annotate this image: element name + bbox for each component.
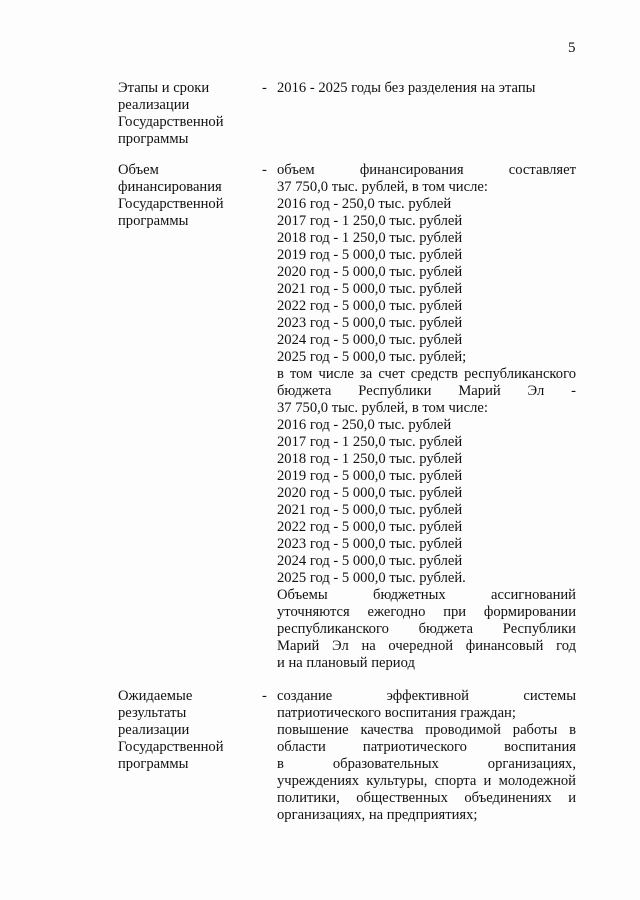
republic-year-line: 2023 год - 5 000,0 тыс. рублей <box>277 536 463 552</box>
text-line: 2016 - 2025 годы без разделения на этапы <box>277 80 536 96</box>
text-line: учреждениях культуры, спорта и молодежной <box>277 773 576 789</box>
page-number: 5 <box>568 40 576 56</box>
text-line: организациях, на предприятиях; <box>277 807 478 823</box>
section-label: Ожидаемые результаты реализации Государственной программы <box>118 688 224 772</box>
section-content <box>277 688 576 824</box>
funding-year-line: 2023 год - 5 000,0 тыс. рублей <box>277 315 463 331</box>
text-line: бюджета Республики Марий Эл - <box>277 383 576 399</box>
text-line: республиканского бюджета Республики <box>277 621 576 637</box>
text-line: Марий Эл на очередной финансовый год <box>277 638 576 654</box>
text-line: создание эффективной системы <box>277 688 576 704</box>
republic-year-line: 2016 год - 250,0 тыс. рублей <box>277 417 452 433</box>
republic-year-line: 2024 год - 5 000,0 тыс. рублей <box>277 553 463 569</box>
republic-year-line: 2020 год - 5 000,0 тыс. рублей <box>277 485 463 501</box>
funding-year-line: 2024 год - 5 000,0 тыс. рублей <box>277 332 463 348</box>
funding-year-line: 2025 год - 5 000,0 тыс. рублей; <box>277 349 467 365</box>
text-line: повышение качества проводимой работы в <box>277 722 576 738</box>
republic-year-line: 2022 год - 5 000,0 тыс. рублей <box>277 519 463 535</box>
republic-year-line: 2018 год - 1 250,0 тыс. рублей <box>277 451 463 467</box>
section-content <box>277 162 576 672</box>
text-line: области патриотического воспитания <box>277 739 576 755</box>
text-line: объем финансирования составляет <box>277 162 576 178</box>
funding-year-line: 2019 год - 5 000,0 тыс. рублей <box>277 247 463 263</box>
text-line: в том числе за счет средств республиканского <box>277 366 576 382</box>
section-label: Объем финансирования Государственной программы <box>118 162 224 229</box>
dash-marker: - <box>262 688 267 704</box>
funding-year-line: 2018 год - 1 250,0 тыс. рублей <box>277 230 463 246</box>
text-line: в образовательных организациях, <box>277 756 576 772</box>
text-line: 37 750,0 тыс. рублей, в том числе: <box>277 179 488 195</box>
funding-year-line: 2016 год - 250,0 тыс. рублей <box>277 196 452 212</box>
text-line: патриотического воспитания граждан; <box>277 705 516 721</box>
section-content <box>277 80 576 97</box>
funding-year-line: 2020 год - 5 000,0 тыс. рублей <box>277 264 463 280</box>
republic-year-line: 2017 год - 1 250,0 тыс. рублей <box>277 434 463 450</box>
republic-year-line: 2019 год - 5 000,0 тыс. рублей <box>277 468 463 484</box>
text-line: Объемы бюджетных ассигнований <box>277 587 576 603</box>
text-line: политики, общественных объединениях и <box>277 790 576 806</box>
republic-year-line: 2021 год - 5 000,0 тыс. рублей <box>277 502 463 518</box>
dash-marker: - <box>262 162 267 178</box>
section-label: Этапы и сроки реализации Государственной программы <box>118 80 224 147</box>
dash-marker: - <box>262 80 267 96</box>
funding-year-line: 2017 год - 1 250,0 тыс. рублей <box>277 213 463 229</box>
republic-year-line: 2025 год - 5 000,0 тыс. рублей. <box>277 570 466 586</box>
text-line: и на плановый период <box>277 655 415 671</box>
funding-year-line: 2021 год - 5 000,0 тыс. рублей <box>277 281 463 297</box>
text-line: 37 750,0 тыс. рублей, в том числе: <box>277 400 488 416</box>
text-line: уточняются ежегодно при формировании <box>277 604 576 620</box>
funding-year-line: 2022 год - 5 000,0 тыс. рублей <box>277 298 463 314</box>
